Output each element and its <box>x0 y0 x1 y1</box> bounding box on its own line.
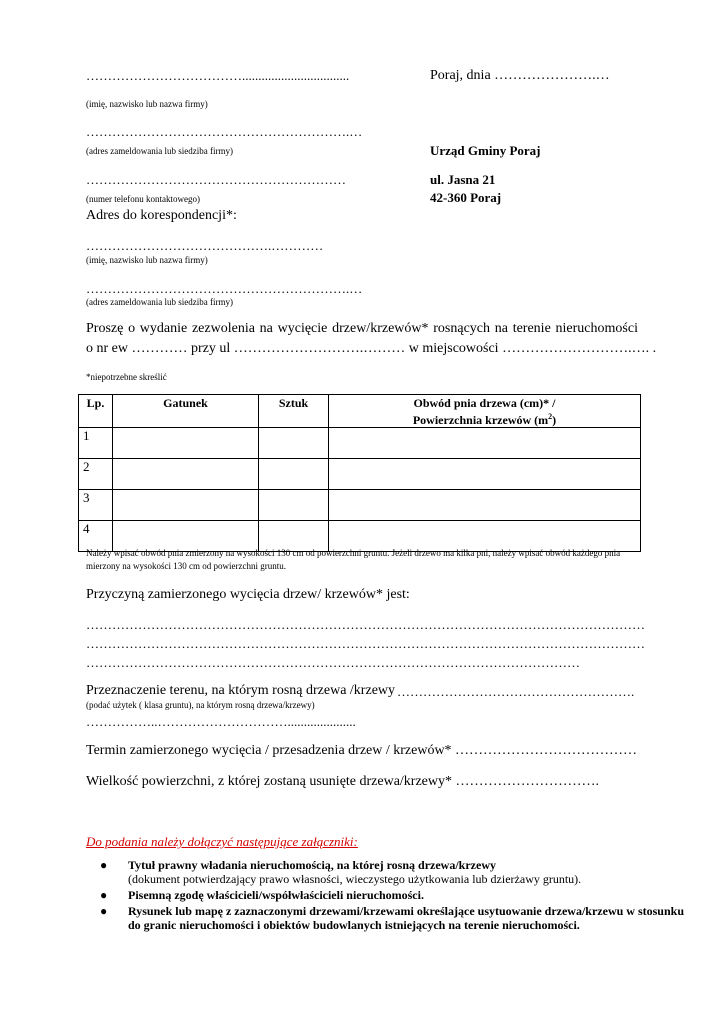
table-row <box>79 428 641 459</box>
header-sztuk: Sztuk <box>259 395 329 428</box>
table-note-line-1: Należy wpisać obwód pnia zmierzony na wysokości 130 cm od powierzchni gruntu. Jeżeli drzewo ma kilka pni, należy wpisać obwód każdego pnia <box>86 548 621 558</box>
request-line-1 <box>86 321 638 337</box>
request-line-2[interactable]: o nr ew ………… przy ul ……………………….……… w miejscowości ……………………….…. . <box>86 341 657 356</box>
reason-line-2[interactable]: ………………………………………………………………………………………………………………… <box>86 636 645 651</box>
correspondence-heading: Adres do korespondencji*: <box>86 208 237 223</box>
request-word: wycięcie <box>277 321 328 336</box>
correspondence-name-line[interactable]: …………………………………….………… <box>86 238 324 253</box>
bullet-icon: ● <box>100 858 108 872</box>
bullet-icon: ● <box>100 888 108 902</box>
land-use-line-2[interactable]: ……………..…………………………..................... <box>86 714 356 729</box>
request-word: o <box>128 321 136 336</box>
cell-obwod[interactable] <box>329 428 641 459</box>
correspondence-address-caption: (adres zameldowania lub siedziba firmy) <box>86 297 233 307</box>
attachment-bold: Rysunek lub mapę z zaznaczonymi drzewami/krzewami określające usytuowanie drzewa/krzewu w stosunku do granic nieruchomości i obiektów budowlanych istniejących na terenie nieruchomości. <box>128 904 684 932</box>
cell-obwod[interactable] <box>329 521 641 552</box>
cell-sztuk[interactable] <box>259 428 329 459</box>
attachments-heading: Do podania należy dołączyć następujące załączniki: <box>86 834 358 849</box>
request-word: Proszę <box>86 321 124 336</box>
correspondence-name-caption: (imię, nazwisko lub nazwa firmy) <box>86 255 208 265</box>
applicant-phone-line[interactable]: …………………………………………………… <box>86 172 346 187</box>
attachments-list <box>90 858 688 934</box>
applicant-name-caption: (imię, nazwisko lub nazwa firmy) <box>86 99 208 109</box>
request-word: na <box>494 321 508 336</box>
area-line[interactable]: Wielkość powierzchni, z której zostaną usunięte drzewa/krzewy* …………………………. <box>86 774 600 789</box>
header-gatunek: Gatunek <box>113 395 259 428</box>
row-number: 2 <box>79 459 113 490</box>
applicant-address-line[interactable]: …………………………………………………….… <box>86 124 363 139</box>
reason-heading: Przyczyną zamierzonego wycięcia drzew/ krzewów* jest: <box>86 587 410 602</box>
request-word: nieruchomości <box>555 321 638 336</box>
office-street: ul. Jasna 21 <box>430 172 496 187</box>
list-item <box>100 858 688 886</box>
land-use-label: Przeznaczenie terenu, na którym rosną drzewa /krzewy <box>86 683 396 698</box>
request-word: zezwolenia <box>191 321 255 336</box>
request-word: drzew/krzewów* <box>332 321 429 336</box>
list-item <box>100 904 688 932</box>
header-obwod-sup: 2 <box>548 412 553 421</box>
applicant-address-caption: (adres zameldowania lub siedziba firmy) <box>86 146 233 156</box>
header-obwod-line2: Powierzchnia krzewów (m <box>412 413 549 427</box>
request-word: terenie <box>512 321 551 336</box>
land-use-dots[interactable]: ………………………………………………. <box>397 684 635 699</box>
table-row <box>79 459 641 490</box>
strike-note: *niepotrzebne skreślić <box>86 372 167 382</box>
row-number: 3 <box>79 490 113 521</box>
cell-obwod[interactable] <box>329 490 641 521</box>
office-city: 42-360 Poraj <box>430 190 502 205</box>
office-name: Urząd Gminy Poraj <box>430 143 541 158</box>
header-obwod-end: ) <box>552 413 557 427</box>
place-date-line[interactable]: Poraj, dnia ………………….… <box>430 68 610 83</box>
bullet-icon: ● <box>100 904 108 918</box>
cell-obwod[interactable] <box>329 459 641 490</box>
table-row <box>79 521 641 552</box>
table-header-row <box>79 395 641 428</box>
request-word: wydanie <box>139 321 188 336</box>
land-use-caption: (podać użytek ( klasa gruntu), na którym rosną drzewa/krzewy) <box>86 700 315 710</box>
cell-gatunek[interactable] <box>113 521 259 552</box>
request-word: rosnących <box>433 321 491 336</box>
reason-line-1[interactable]: ………………………………………………………………………………………………………………… <box>86 617 645 632</box>
attachment-bold: Pisemną zgodę właścicieli/współwłaścicieli nieruchomości. <box>128 888 424 902</box>
header-obwod-line1: Obwód pnia drzewa (cm)* / <box>413 396 556 410</box>
table-note-line-2: mierzony na wysokości 130 cm od powierzchni gruntu. <box>86 561 286 571</box>
table-row <box>79 490 641 521</box>
trees-table <box>78 394 641 552</box>
cell-gatunek[interactable] <box>113 428 259 459</box>
header-lp: Lp. <box>79 395 113 428</box>
attachment-bold: Tytuł prawny władania nieruchomością, na której rosną drzewa/krzewy <box>128 858 496 872</box>
cell-sztuk[interactable] <box>259 521 329 552</box>
cell-sztuk[interactable] <box>259 490 329 521</box>
correspondence-address-line[interactable]: …………………………………………………….… <box>86 281 363 296</box>
cell-gatunek[interactable] <box>113 490 259 521</box>
header-obwod <box>329 395 641 428</box>
applicant-name-line[interactable]: ………………………………................................. <box>86 68 350 83</box>
request-word: na <box>259 321 273 336</box>
cell-gatunek[interactable] <box>113 459 259 490</box>
applicant-phone-caption: (numer telefonu kontaktowego) <box>86 194 200 204</box>
attachment-normal: (dokument potwierdzający prawo własności, wieczystego użytkowania lub dzierżawy gruntu). <box>128 872 582 886</box>
cell-sztuk[interactable] <box>259 459 329 490</box>
row-number: 1 <box>79 428 113 459</box>
list-item <box>100 888 688 902</box>
planned-date-line[interactable]: Termin zamierzonego wycięcia / przesadzenia drzew / krzewów* ………………………………… <box>86 743 638 758</box>
reason-line-3[interactable]: …………………………………………………………………………………………………… <box>86 655 580 670</box>
row-number: 4 <box>79 521 113 552</box>
